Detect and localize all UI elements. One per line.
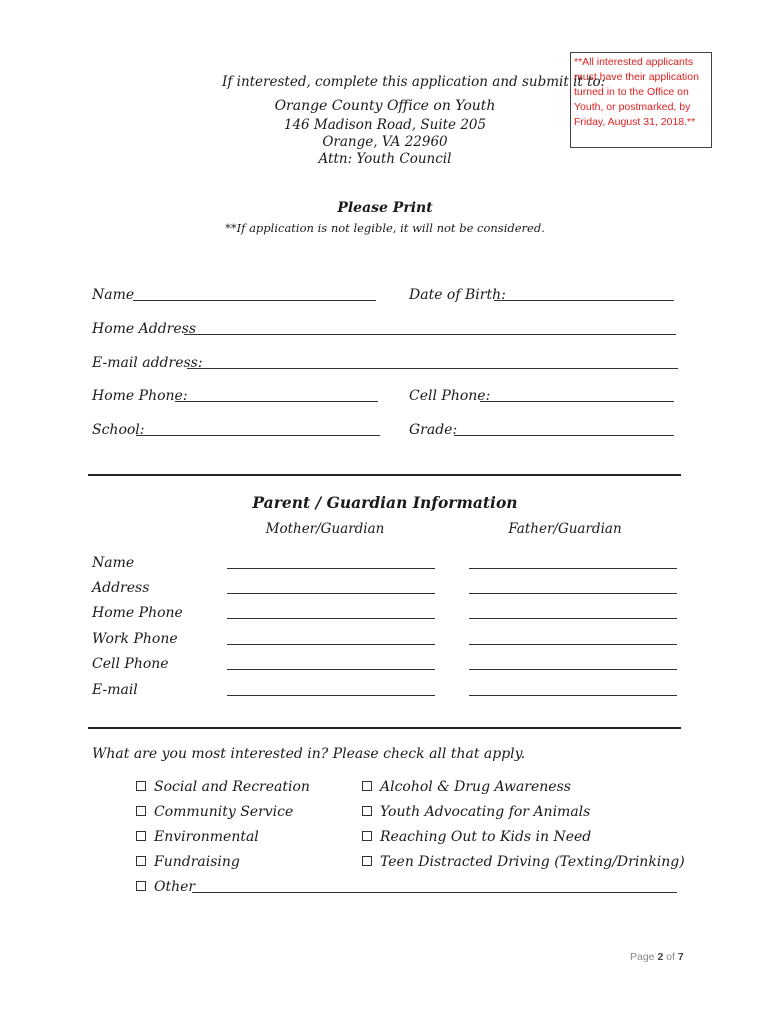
interest-environmental[interactable] [136,829,259,845]
checkbox[interactable] [136,856,146,866]
father-name-field[interactable] [469,568,677,569]
school-field[interactable] [136,435,380,436]
office-city: Orange, VA 22960 [322,134,448,150]
guardian-row-work-phone: Work Phone [92,631,178,647]
interests-question: What are you most interested in? Please check all that apply. [92,746,526,762]
other-interest-field[interactable] [192,892,677,893]
interest-label: Social and Recreation [154,779,310,795]
interest-label: Reaching Out to Kids in Need [380,829,592,845]
mother-cell-phone-field[interactable] [227,669,435,670]
interest-label: Youth Advocating for Animals [380,804,591,820]
submission-intro: If interested, complete this application and submit it to: [222,74,606,90]
name-label: Name [92,287,135,303]
father-column-header: Father/Guardian [508,521,622,537]
mother-column-header: Mother/Guardian [265,521,385,537]
mother-work-phone-field[interactable] [227,644,435,645]
checkbox[interactable] [362,781,372,791]
cell-phone-label: Cell Phone: [409,388,491,404]
home-address-field[interactable] [184,334,676,335]
office-street: 146 Madison Road, Suite 205 [283,117,487,133]
legibility-note: **If application is not legible, it will not be considered. [225,221,545,235]
interest-label: Teen Distracted Driving (Texting/Drinking) [380,854,685,870]
email-field[interactable] [187,368,678,369]
guardian-row-name: Name [92,555,135,571]
father-address-field[interactable] [469,593,677,594]
interest-label: Environmental [154,829,259,845]
interest-label: Alcohol & Drug Awareness [380,779,571,795]
interest-community-service[interactable] [136,804,293,820]
section-divider-2 [88,727,681,729]
interest-label: Community Service [154,804,294,820]
interest-label: Other [154,879,196,895]
email-label: E-mail address: [92,355,203,371]
mother-name-field[interactable] [227,568,435,569]
checkbox[interactable] [362,806,372,816]
of-word: of [666,951,675,963]
office-name: Orange County Office on Youth [274,98,496,114]
guardian-row-home-phone: Home Phone [92,605,183,621]
interest-social-recreation[interactable] [136,779,310,795]
total-pages: 7 [677,951,684,963]
guardian-row-address: Address [92,580,150,596]
office-attn: Attn: Youth Council [318,151,452,167]
checkbox[interactable] [136,781,146,791]
guardian-row-email: E-mail [92,682,138,698]
please-print-heading: Please Print [337,200,433,216]
dob-label: Date of Birth: [409,287,506,303]
interest-kids-in-need[interactable] [362,829,591,845]
home-address-label: Home Address [92,321,197,337]
guardian-row-cell-phone: Cell Phone [92,656,169,672]
checkbox[interactable] [136,881,146,891]
interest-distracted-driving[interactable] [362,854,685,870]
father-work-phone-field[interactable] [469,644,677,645]
interest-fundraising[interactable] [136,854,240,870]
checkbox[interactable] [362,856,372,866]
interest-label: Fundraising [154,854,240,870]
father-email-field[interactable] [469,695,677,696]
grade-field[interactable] [454,435,674,436]
interest-other[interactable] [136,879,195,895]
current-page: 2 [657,951,664,963]
page-word: Page [630,951,655,963]
home-phone-label: Home Phone: [92,388,188,404]
grade-label: Grade: [409,422,458,438]
father-home-phone-field[interactable] [469,618,677,619]
cell-phone-field[interactable] [480,401,674,402]
guardian-section-title: Parent / Guardian Information [252,493,518,512]
home-phone-field[interactable] [175,401,378,402]
checkbox[interactable] [362,831,372,841]
deadline-notice: **All interested applicants must have their application turned in to the Office on Youth, or postmarked, by Friday, August 31, 2018.** [570,52,712,148]
section-divider-1 [88,474,681,476]
mother-home-phone-field[interactable] [227,618,435,619]
school-label: School: [92,422,145,438]
page-number [630,951,684,963]
interest-youth-animals[interactable] [362,804,590,820]
mother-email-field[interactable] [227,695,435,696]
dob-field[interactable] [494,300,674,301]
checkbox[interactable] [136,806,146,816]
checkbox[interactable] [136,831,146,841]
interest-alcohol-drug[interactable] [362,779,571,795]
name-field[interactable] [133,300,376,301]
mother-address-field[interactable] [227,593,435,594]
father-cell-phone-field[interactable] [469,669,677,670]
